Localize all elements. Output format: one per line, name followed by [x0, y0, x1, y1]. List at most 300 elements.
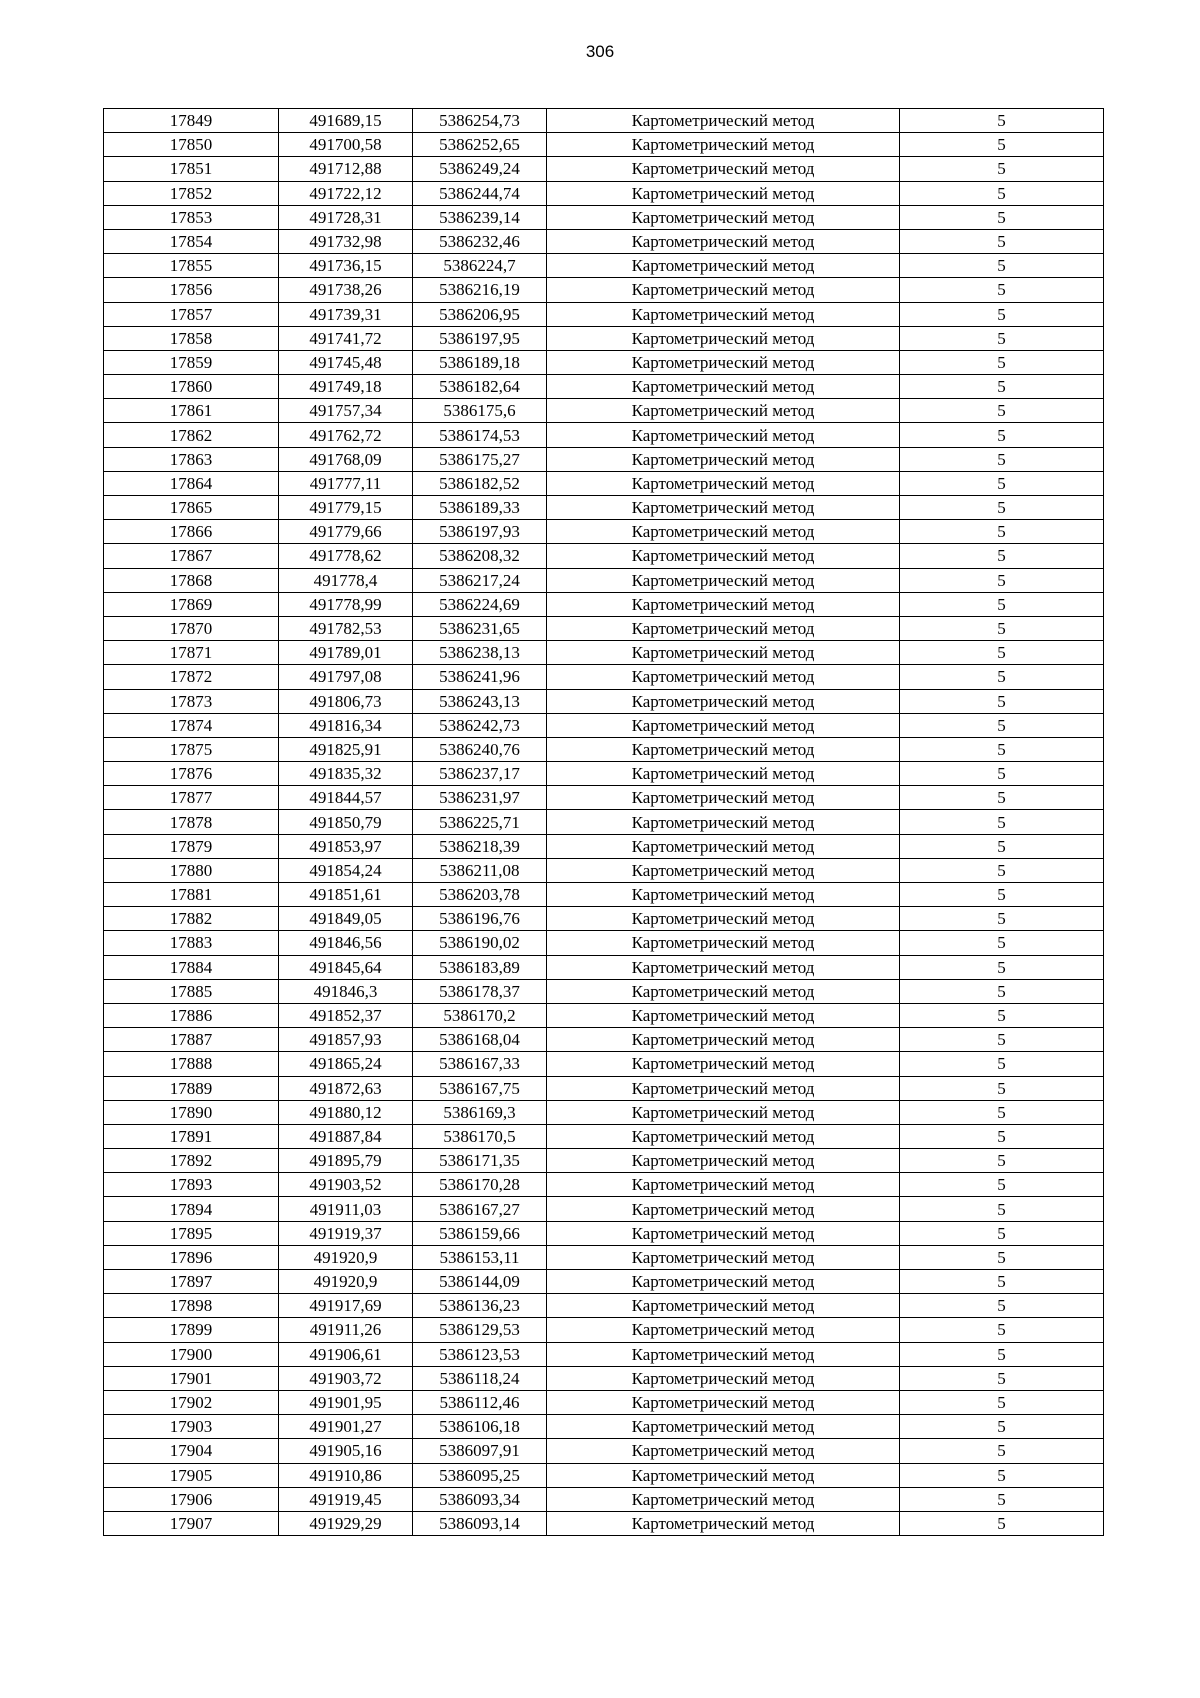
x-coordinate-cell: 491852,37: [279, 1003, 413, 1027]
y-coordinate-cell: 5386168,04: [413, 1028, 547, 1052]
x-coordinate-cell: 491700,58: [279, 133, 413, 157]
point-number-cell: 17866: [104, 520, 279, 544]
x-coordinate-cell: 491825,91: [279, 737, 413, 761]
point-number-cell: 17867: [104, 544, 279, 568]
y-coordinate-cell: 5386224,7: [413, 254, 547, 278]
table-row: [104, 1221, 1104, 1245]
point-number-cell: 17889: [104, 1076, 279, 1100]
point-number-cell: 17861: [104, 399, 279, 423]
point-number-cell: 17894: [104, 1197, 279, 1221]
x-coordinate-cell: 491768,09: [279, 447, 413, 471]
point-number-cell: 17903: [104, 1415, 279, 1439]
table-row: [104, 496, 1104, 520]
x-coordinate-cell: 491920,9: [279, 1270, 413, 1294]
method-cell: Картометрический метод: [547, 1463, 900, 1487]
precision-cell: 5: [900, 1149, 1104, 1173]
method-cell: Картометрический метод: [547, 1390, 900, 1414]
table-row: [104, 834, 1104, 858]
table-row: [104, 1052, 1104, 1076]
precision-cell: 5: [900, 665, 1104, 689]
point-number-cell: 17858: [104, 326, 279, 350]
method-cell: Картометрический метод: [547, 689, 900, 713]
point-number-cell: 17882: [104, 907, 279, 931]
table-row: [104, 157, 1104, 181]
x-coordinate-cell: 491910,86: [279, 1463, 413, 1487]
method-cell: Картометрический метод: [547, 641, 900, 665]
table-row: [104, 1173, 1104, 1197]
precision-cell: 5: [900, 447, 1104, 471]
x-coordinate-cell: 491779,15: [279, 496, 413, 520]
y-coordinate-cell: 5386169,3: [413, 1100, 547, 1124]
point-number-cell: 17860: [104, 375, 279, 399]
method-cell: Картометрический метод: [547, 1197, 900, 1221]
y-coordinate-cell: 5386171,35: [413, 1149, 547, 1173]
y-coordinate-cell: 5386106,18: [413, 1415, 547, 1439]
method-cell: Картометрический метод: [547, 254, 900, 278]
table-row: [104, 254, 1104, 278]
x-coordinate-cell: 491782,53: [279, 616, 413, 640]
method-cell: Картометрический метод: [547, 205, 900, 229]
method-cell: Картометрический метод: [547, 1487, 900, 1511]
y-coordinate-cell: 5386211,08: [413, 858, 547, 882]
x-coordinate-cell: 491880,12: [279, 1100, 413, 1124]
method-cell: Картометрический метод: [547, 496, 900, 520]
table-row: [104, 641, 1104, 665]
y-coordinate-cell: 5386189,33: [413, 496, 547, 520]
method-cell: Картометрический метод: [547, 399, 900, 423]
table-row: [104, 737, 1104, 761]
method-cell: Картометрический метод: [547, 665, 900, 689]
method-cell: Картометрический метод: [547, 1511, 900, 1535]
table-row: [104, 1439, 1104, 1463]
point-number-cell: 17879: [104, 834, 279, 858]
precision-cell: 5: [900, 1221, 1104, 1245]
table-row: [104, 1366, 1104, 1390]
method-cell: Картометрический метод: [547, 1439, 900, 1463]
table-row: [104, 447, 1104, 471]
method-cell: Картометрический метод: [547, 133, 900, 157]
x-coordinate-cell: 491778,4: [279, 568, 413, 592]
y-coordinate-cell: 5386170,28: [413, 1173, 547, 1197]
x-coordinate-cell: 491816,34: [279, 713, 413, 737]
table-row: [104, 181, 1104, 205]
y-coordinate-cell: 5386197,95: [413, 326, 547, 350]
y-coordinate-cell: 5386216,19: [413, 278, 547, 302]
point-number-cell: 17856: [104, 278, 279, 302]
method-cell: Картометрический метод: [547, 1003, 900, 1027]
table-row: [104, 592, 1104, 616]
x-coordinate-cell: 491846,56: [279, 931, 413, 955]
x-coordinate-cell: 491844,57: [279, 786, 413, 810]
x-coordinate-cell: 491777,11: [279, 471, 413, 495]
x-coordinate-cell: 491757,34: [279, 399, 413, 423]
x-coordinate-cell: 491872,63: [279, 1076, 413, 1100]
y-coordinate-cell: 5386175,6: [413, 399, 547, 423]
x-coordinate-cell: 491849,05: [279, 907, 413, 931]
method-cell: Картометрический метод: [547, 1124, 900, 1148]
x-coordinate-cell: 491745,48: [279, 350, 413, 374]
point-number-cell: 17892: [104, 1149, 279, 1173]
precision-cell: 5: [900, 544, 1104, 568]
table-row: [104, 1463, 1104, 1487]
x-coordinate-cell: 491895,79: [279, 1149, 413, 1173]
point-number-cell: 17888: [104, 1052, 279, 1076]
point-number-cell: 17902: [104, 1390, 279, 1414]
point-number-cell: 17899: [104, 1318, 279, 1342]
method-cell: Картометрический метод: [547, 1294, 900, 1318]
table-row: [104, 326, 1104, 350]
point-number-cell: 17897: [104, 1270, 279, 1294]
precision-cell: 5: [900, 931, 1104, 955]
precision-cell: 5: [900, 1294, 1104, 1318]
table-row: [104, 1294, 1104, 1318]
x-coordinate-cell: 491846,3: [279, 979, 413, 1003]
method-cell: Картометрический метод: [547, 907, 900, 931]
precision-cell: 5: [900, 350, 1104, 374]
method-cell: Картометрический метод: [547, 1366, 900, 1390]
x-coordinate-cell: 491738,26: [279, 278, 413, 302]
x-coordinate-cell: 491850,79: [279, 810, 413, 834]
page-number: 306: [585, 42, 615, 61]
method-cell: Картометрический метод: [547, 1221, 900, 1245]
point-number-cell: 17904: [104, 1439, 279, 1463]
method-cell: Картометрический метод: [547, 181, 900, 205]
y-coordinate-cell: 5386237,17: [413, 762, 547, 786]
table-row: [104, 1028, 1104, 1052]
y-coordinate-cell: 5386136,23: [413, 1294, 547, 1318]
precision-cell: 5: [900, 1390, 1104, 1414]
method-cell: Картометрический метод: [547, 471, 900, 495]
point-number-cell: 17855: [104, 254, 279, 278]
x-coordinate-cell: 491917,69: [279, 1294, 413, 1318]
x-coordinate-cell: 491739,31: [279, 302, 413, 326]
precision-cell: 5: [900, 568, 1104, 592]
point-number-cell: 17868: [104, 568, 279, 592]
x-coordinate-cell: 491732,98: [279, 229, 413, 253]
table-row: [104, 883, 1104, 907]
method-cell: Картометрический метод: [547, 979, 900, 1003]
x-coordinate-cell: 491689,15: [279, 109, 413, 133]
y-coordinate-cell: 5386231,97: [413, 786, 547, 810]
precision-cell: 5: [900, 1052, 1104, 1076]
precision-cell: 5: [900, 399, 1104, 423]
x-coordinate-cell: 491854,24: [279, 858, 413, 882]
method-cell: Картометрический метод: [547, 834, 900, 858]
precision-cell: 5: [900, 1245, 1104, 1269]
method-cell: Картометрический метод: [547, 520, 900, 544]
precision-cell: 5: [900, 326, 1104, 350]
precision-cell: 5: [900, 302, 1104, 326]
point-number-cell: 17893: [104, 1173, 279, 1197]
point-number-cell: 17906: [104, 1487, 279, 1511]
precision-cell: 5: [900, 1173, 1104, 1197]
y-coordinate-cell: 5386208,32: [413, 544, 547, 568]
y-coordinate-cell: 5386242,73: [413, 713, 547, 737]
x-coordinate-cell: 491857,93: [279, 1028, 413, 1052]
method-cell: Картометрический метод: [547, 810, 900, 834]
point-number-cell: 17876: [104, 762, 279, 786]
table-row: [104, 375, 1104, 399]
precision-cell: 5: [900, 1342, 1104, 1366]
method-cell: Картометрический метод: [547, 883, 900, 907]
table-row: [104, 205, 1104, 229]
method-cell: Картометрический метод: [547, 737, 900, 761]
point-number-cell: 17870: [104, 616, 279, 640]
precision-cell: 5: [900, 133, 1104, 157]
coordinates-table: [103, 108, 1104, 1536]
method-cell: Картометрический метод: [547, 544, 900, 568]
precision-cell: 5: [900, 737, 1104, 761]
precision-cell: 5: [900, 278, 1104, 302]
y-coordinate-cell: 5386095,25: [413, 1463, 547, 1487]
point-number-cell: 17859: [104, 350, 279, 374]
table-row: [104, 568, 1104, 592]
y-coordinate-cell: 5386243,13: [413, 689, 547, 713]
x-coordinate-cell: 491911,03: [279, 1197, 413, 1221]
table-row: [104, 278, 1104, 302]
y-coordinate-cell: 5386178,37: [413, 979, 547, 1003]
method-cell: Картометрический метод: [547, 326, 900, 350]
point-number-cell: 17852: [104, 181, 279, 205]
x-coordinate-cell: 491920,9: [279, 1245, 413, 1269]
table-row: [104, 109, 1104, 133]
x-coordinate-cell: 491929,29: [279, 1511, 413, 1535]
table-row: [104, 858, 1104, 882]
method-cell: Картометрический метод: [547, 1149, 900, 1173]
precision-cell: 5: [900, 181, 1104, 205]
precision-cell: 5: [900, 616, 1104, 640]
table-row: [104, 665, 1104, 689]
precision-cell: 5: [900, 883, 1104, 907]
method-cell: Картометрический метод: [547, 858, 900, 882]
method-cell: Картометрический метод: [547, 713, 900, 737]
precision-cell: 5: [900, 1124, 1104, 1148]
y-coordinate-cell: 5386153,11: [413, 1245, 547, 1269]
point-number-cell: 17863: [104, 447, 279, 471]
precision-cell: 5: [900, 157, 1104, 181]
point-number-cell: 17864: [104, 471, 279, 495]
x-coordinate-cell: 491778,99: [279, 592, 413, 616]
x-coordinate-cell: 491851,61: [279, 883, 413, 907]
precision-cell: 5: [900, 229, 1104, 253]
x-coordinate-cell: 491853,97: [279, 834, 413, 858]
x-coordinate-cell: 491741,72: [279, 326, 413, 350]
point-number-cell: 17887: [104, 1028, 279, 1052]
point-number-cell: 17869: [104, 592, 279, 616]
table-row: [104, 1390, 1104, 1414]
x-coordinate-cell: 491865,24: [279, 1052, 413, 1076]
table-row: [104, 1100, 1104, 1124]
precision-cell: 5: [900, 1076, 1104, 1100]
point-number-cell: 17880: [104, 858, 279, 882]
point-number-cell: 17884: [104, 955, 279, 979]
method-cell: Картометрический метод: [547, 375, 900, 399]
table-row: [104, 713, 1104, 737]
table-row: [104, 471, 1104, 495]
table-row: [104, 423, 1104, 447]
y-coordinate-cell: 5386144,09: [413, 1270, 547, 1294]
point-number-cell: 17857: [104, 302, 279, 326]
x-coordinate-cell: 491835,32: [279, 762, 413, 786]
table-row: [104, 350, 1104, 374]
precision-cell: 5: [900, 641, 1104, 665]
y-coordinate-cell: 5386196,76: [413, 907, 547, 931]
x-coordinate-cell: 491797,08: [279, 665, 413, 689]
y-coordinate-cell: 5386225,71: [413, 810, 547, 834]
precision-cell: 5: [900, 1318, 1104, 1342]
y-coordinate-cell: 5386206,95: [413, 302, 547, 326]
method-cell: Картометрический метод: [547, 229, 900, 253]
x-coordinate-cell: 491722,12: [279, 181, 413, 205]
point-number-cell: 17901: [104, 1366, 279, 1390]
point-number-cell: 17865: [104, 496, 279, 520]
y-coordinate-cell: 5386182,64: [413, 375, 547, 399]
precision-cell: 5: [900, 1415, 1104, 1439]
table-row: [104, 979, 1104, 1003]
method-cell: Картометрический метод: [547, 1076, 900, 1100]
point-number-cell: 17898: [104, 1294, 279, 1318]
point-number-cell: 17891: [104, 1124, 279, 1148]
point-number-cell: 17853: [104, 205, 279, 229]
y-coordinate-cell: 5386240,76: [413, 737, 547, 761]
x-coordinate-cell: 491906,61: [279, 1342, 413, 1366]
table-row: [104, 1318, 1104, 1342]
point-number-cell: 17854: [104, 229, 279, 253]
y-coordinate-cell: 5386232,46: [413, 229, 547, 253]
table-row: [104, 1124, 1104, 1148]
method-cell: Картометрический метод: [547, 762, 900, 786]
point-number-cell: 17895: [104, 1221, 279, 1245]
precision-cell: 5: [900, 375, 1104, 399]
method-cell: Картометрический метод: [547, 1415, 900, 1439]
precision-cell: 5: [900, 907, 1104, 931]
method-cell: Картометрический метод: [547, 786, 900, 810]
table-row: [104, 1245, 1104, 1269]
y-coordinate-cell: 5386231,65: [413, 616, 547, 640]
y-coordinate-cell: 5386189,18: [413, 350, 547, 374]
y-coordinate-cell: 5386175,27: [413, 447, 547, 471]
point-number-cell: 17878: [104, 810, 279, 834]
precision-cell: 5: [900, 1439, 1104, 1463]
point-number-cell: 17890: [104, 1100, 279, 1124]
x-coordinate-cell: 491779,66: [279, 520, 413, 544]
table-row: [104, 810, 1104, 834]
point-number-cell: 17886: [104, 1003, 279, 1027]
method-cell: Картометрический метод: [547, 157, 900, 181]
method-cell: Картометрический метод: [547, 1342, 900, 1366]
precision-cell: 5: [900, 1197, 1104, 1221]
x-coordinate-cell: 491919,45: [279, 1487, 413, 1511]
point-number-cell: 17896: [104, 1245, 279, 1269]
method-cell: Картометрический метод: [547, 931, 900, 955]
point-number-cell: 17877: [104, 786, 279, 810]
method-cell: Картометрический метод: [547, 1245, 900, 1269]
table-row: [104, 520, 1104, 544]
y-coordinate-cell: 5386093,14: [413, 1511, 547, 1535]
precision-cell: 5: [900, 1487, 1104, 1511]
x-coordinate-cell: 491905,16: [279, 1439, 413, 1463]
point-number-cell: 17875: [104, 737, 279, 761]
point-number-cell: 17907: [104, 1511, 279, 1535]
y-coordinate-cell: 5386244,74: [413, 181, 547, 205]
precision-cell: 5: [900, 955, 1104, 979]
method-cell: Картометрический метод: [547, 423, 900, 447]
y-coordinate-cell: 5386239,14: [413, 205, 547, 229]
method-cell: Картометрический метод: [547, 109, 900, 133]
precision-cell: 5: [900, 520, 1104, 544]
point-number-cell: 17872: [104, 665, 279, 689]
point-number-cell: 17873: [104, 689, 279, 713]
table-row: [104, 931, 1104, 955]
precision-cell: 5: [900, 858, 1104, 882]
precision-cell: 5: [900, 109, 1104, 133]
point-number-cell: 17851: [104, 157, 279, 181]
table-row: [104, 786, 1104, 810]
y-coordinate-cell: 5386218,39: [413, 834, 547, 858]
precision-cell: 5: [900, 786, 1104, 810]
x-coordinate-cell: 491789,01: [279, 641, 413, 665]
x-coordinate-cell: 491903,72: [279, 1366, 413, 1390]
method-cell: Картометрический метод: [547, 302, 900, 326]
method-cell: Картометрический метод: [547, 278, 900, 302]
precision-cell: 5: [900, 254, 1104, 278]
y-coordinate-cell: 5386217,24: [413, 568, 547, 592]
y-coordinate-cell: 5386170,2: [413, 1003, 547, 1027]
method-cell: Картометрический метод: [547, 955, 900, 979]
point-number-cell: 17900: [104, 1342, 279, 1366]
y-coordinate-cell: 5386093,34: [413, 1487, 547, 1511]
precision-cell: 5: [900, 762, 1104, 786]
x-coordinate-cell: 491845,64: [279, 955, 413, 979]
precision-cell: 5: [900, 1028, 1104, 1052]
precision-cell: 5: [900, 1463, 1104, 1487]
y-coordinate-cell: 5386118,24: [413, 1366, 547, 1390]
coordinates-table-body: [104, 109, 1104, 1536]
y-coordinate-cell: 5386129,53: [413, 1318, 547, 1342]
point-number-cell: 17862: [104, 423, 279, 447]
method-cell: Картометрический метод: [547, 1318, 900, 1342]
precision-cell: 5: [900, 1100, 1104, 1124]
y-coordinate-cell: 5386182,52: [413, 471, 547, 495]
table-row: [104, 689, 1104, 713]
table-row: [104, 544, 1104, 568]
precision-cell: 5: [900, 1511, 1104, 1535]
precision-cell: 5: [900, 496, 1104, 520]
precision-cell: 5: [900, 592, 1104, 616]
precision-cell: 5: [900, 423, 1104, 447]
y-coordinate-cell: 5386203,78: [413, 883, 547, 907]
precision-cell: 5: [900, 713, 1104, 737]
y-coordinate-cell: 5386252,65: [413, 133, 547, 157]
x-coordinate-cell: 491901,95: [279, 1390, 413, 1414]
point-number-cell: 17885: [104, 979, 279, 1003]
method-cell: Картометрический метод: [547, 1100, 900, 1124]
y-coordinate-cell: 5386167,75: [413, 1076, 547, 1100]
x-coordinate-cell: 491762,72: [279, 423, 413, 447]
method-cell: Картометрический метод: [547, 1028, 900, 1052]
y-coordinate-cell: 5386170,5: [413, 1124, 547, 1148]
point-number-cell: 17905: [104, 1463, 279, 1487]
precision-cell: 5: [900, 471, 1104, 495]
point-number-cell: 17849: [104, 109, 279, 133]
precision-cell: 5: [900, 689, 1104, 713]
method-cell: Картометрический метод: [547, 1052, 900, 1076]
point-number-cell: 17871: [104, 641, 279, 665]
y-coordinate-cell: 5386183,89: [413, 955, 547, 979]
table-row: [104, 399, 1104, 423]
y-coordinate-cell: 5386249,24: [413, 157, 547, 181]
y-coordinate-cell: 5386190,02: [413, 931, 547, 955]
